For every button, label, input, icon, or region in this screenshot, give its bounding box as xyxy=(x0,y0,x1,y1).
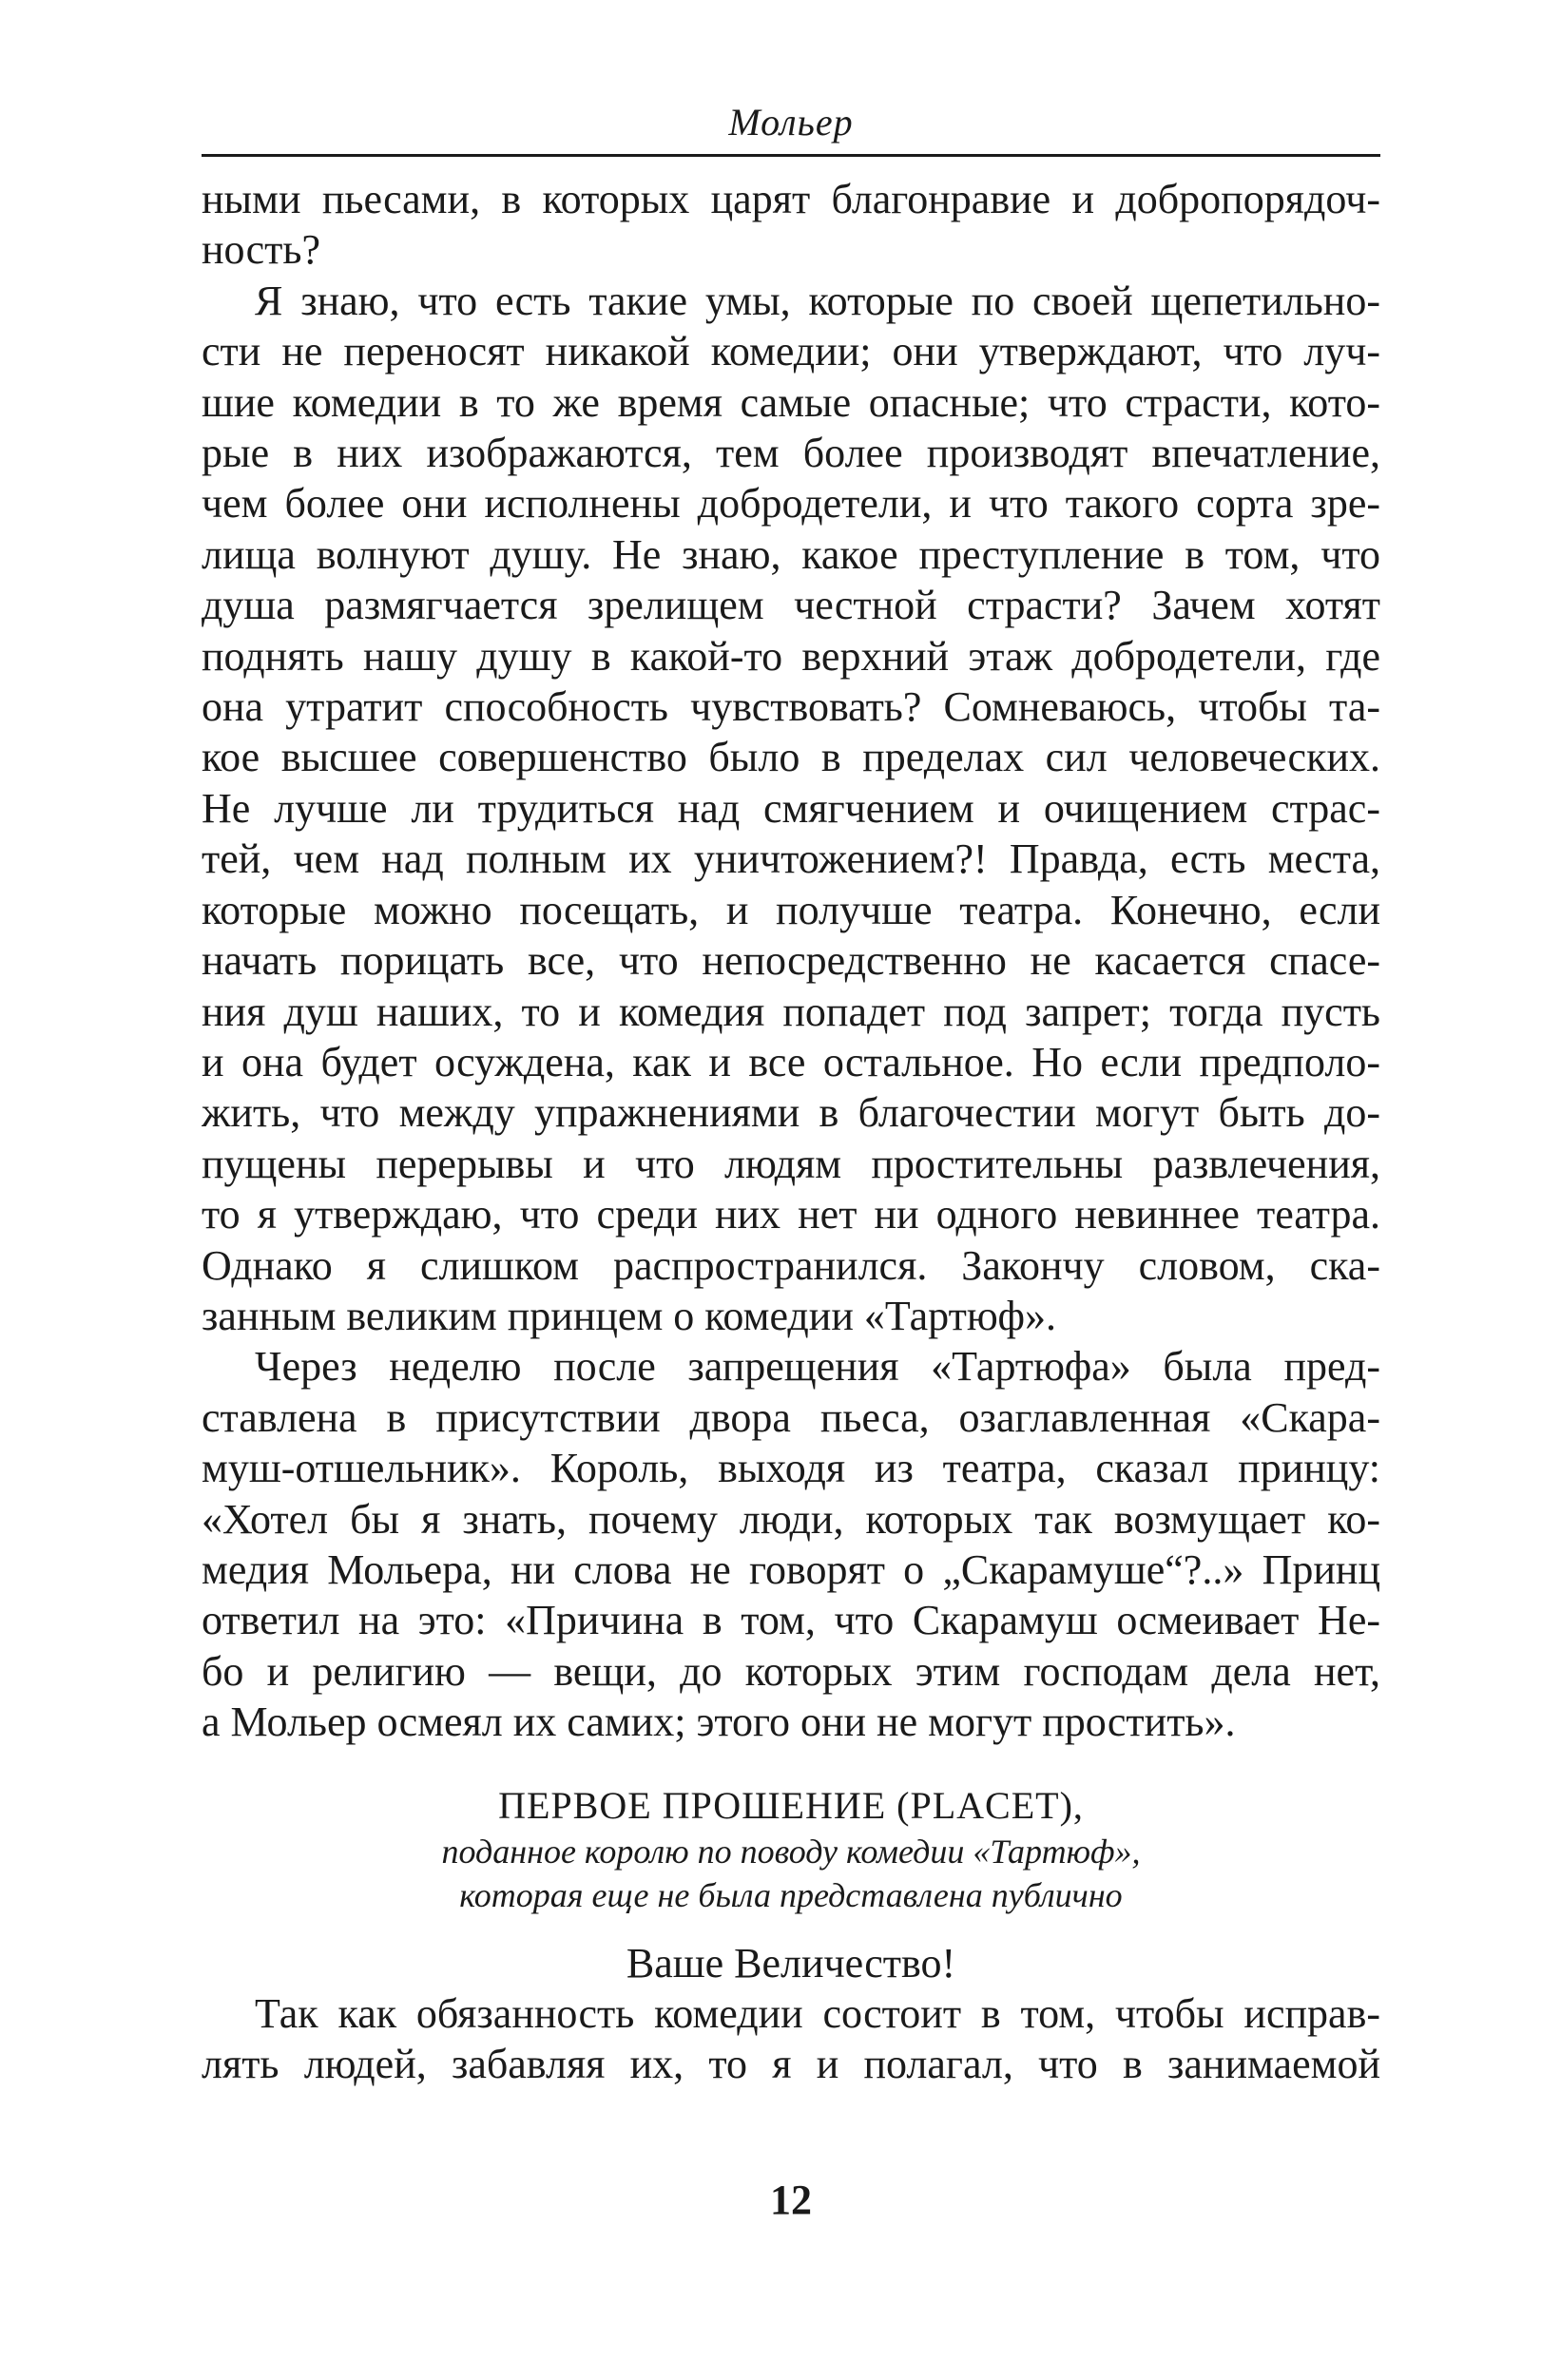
text-line: сти не переносят никакой комедии; они утверждают, что луч- xyxy=(202,328,1380,375)
text-line: Через неделю после запрещения «Тартюфа» была пред- xyxy=(255,1343,1380,1391)
text-line: Я знаю, что есть такие умы, которые по своей щепетильно- xyxy=(255,277,1380,324)
text-line: пущены перерывы и что людям простительны развлечения, xyxy=(202,1140,1380,1187)
text-line: «Хотел бы я знать, почему люди, которых так возмущает ко- xyxy=(202,1495,1380,1543)
text-line: ставлена в присутствии двора пьеса, озаглавленная «Скара- xyxy=(202,1393,1380,1441)
text-line: муш-отшельник». Король, выходя из театра, сказал принцу: xyxy=(202,1445,1380,1492)
paragraph-4 xyxy=(202,1988,1380,2090)
text-line: лять людей, забавляя их, то я и полагал, что в занимаемой xyxy=(202,2041,1380,2087)
section-subtitle-line-1: поданное королю по поводу комедии «Тартюф», xyxy=(441,1832,1141,1871)
text-line: поднять нашу душу в какой-то верхний этаж добродетели, где xyxy=(202,632,1380,680)
page-number: 12 xyxy=(770,2177,812,2223)
book-page xyxy=(202,95,1380,2338)
text-line: занным великим принцем о комедии «Тартюф». xyxy=(202,1292,1056,1339)
text-line: которые можно посещать, и получше театра. Конечно, если xyxy=(202,886,1380,933)
text-line: Так как обязанность комедии состоит в том, чтобы исправ- xyxy=(255,1989,1380,2037)
section-title: ПЕРВОЕ ПРОШЕНИЕ (PLACET), xyxy=(498,1783,1084,1827)
text-line: кое высшее совершенство было в пределах сил человеческих. xyxy=(202,734,1380,781)
text-line: ответил на это: «Причина в том, что Скарамуш осмеивает Не- xyxy=(202,1597,1380,1644)
text-line: душа размягчается зрелищем честной страсти? Зачем хотят xyxy=(202,582,1380,629)
section-subtitle-line-2: которая еще не была представлена публично xyxy=(459,1875,1123,1914)
text-line: медия Мольера, ни слова не говорят о „Скарамуше“?..» Принц xyxy=(202,1545,1380,1593)
text-line: Не лучше ли трудиться над смягчением и очищением страс- xyxy=(202,784,1380,832)
text-line: а Мольер осмеял их самих; этого они не могут простить». xyxy=(202,1699,1236,1746)
salutation: Ваше Величество! xyxy=(626,1939,956,1987)
text-line: чем более они исполнены добродетели, и что такого сорта зре- xyxy=(202,480,1380,528)
text-line: ность? xyxy=(202,226,320,274)
section-heading xyxy=(202,1782,1380,1917)
text-line: бо и религию — вещи, до которых этим господам дела нет, xyxy=(202,1647,1380,1695)
text-line: тей, чем над полным их уничтожением?! Правда, есть места, xyxy=(202,835,1380,883)
text-line: ными пьесами, в которых царят благонравие и добропорядоч- xyxy=(202,176,1380,222)
text-line: рые в них изображаются, тем более производят впечатление, xyxy=(202,430,1380,477)
main-text xyxy=(202,174,1380,2089)
text-line: жить, что между упражнениями в благочестии могут быть до- xyxy=(202,1089,1380,1137)
header-rule xyxy=(202,154,1380,157)
running-head: Мольер xyxy=(728,101,854,144)
text-line: шие комедии в то же время самые опасные; что страсти, кото- xyxy=(202,378,1380,426)
text-line: лища волнуют душу. Не знаю, какое преступление в том, что xyxy=(202,530,1380,578)
paragraph-2 xyxy=(202,276,1380,1342)
text-line: начать порицать все, что непосредственно не касается спасе- xyxy=(202,937,1380,985)
text-line: то я утверждаю, что среди них нет ни одного невиннее театра. xyxy=(202,1191,1380,1238)
text-line: Однако я слишком распространился. Закончу словом, ска- xyxy=(202,1241,1380,1289)
paragraph-3 xyxy=(202,1341,1380,1747)
text-line: ния душ наших, то и комедия попадет под запрет; тогда пусть xyxy=(202,988,1380,1035)
text-line: она утратит способность чувствовать? Сомневаюсь, чтобы та- xyxy=(202,683,1380,731)
text-line: и она будет осуждена, как и все остальное. Но если предполо- xyxy=(202,1038,1380,1085)
paragraph-1 xyxy=(202,174,1380,276)
